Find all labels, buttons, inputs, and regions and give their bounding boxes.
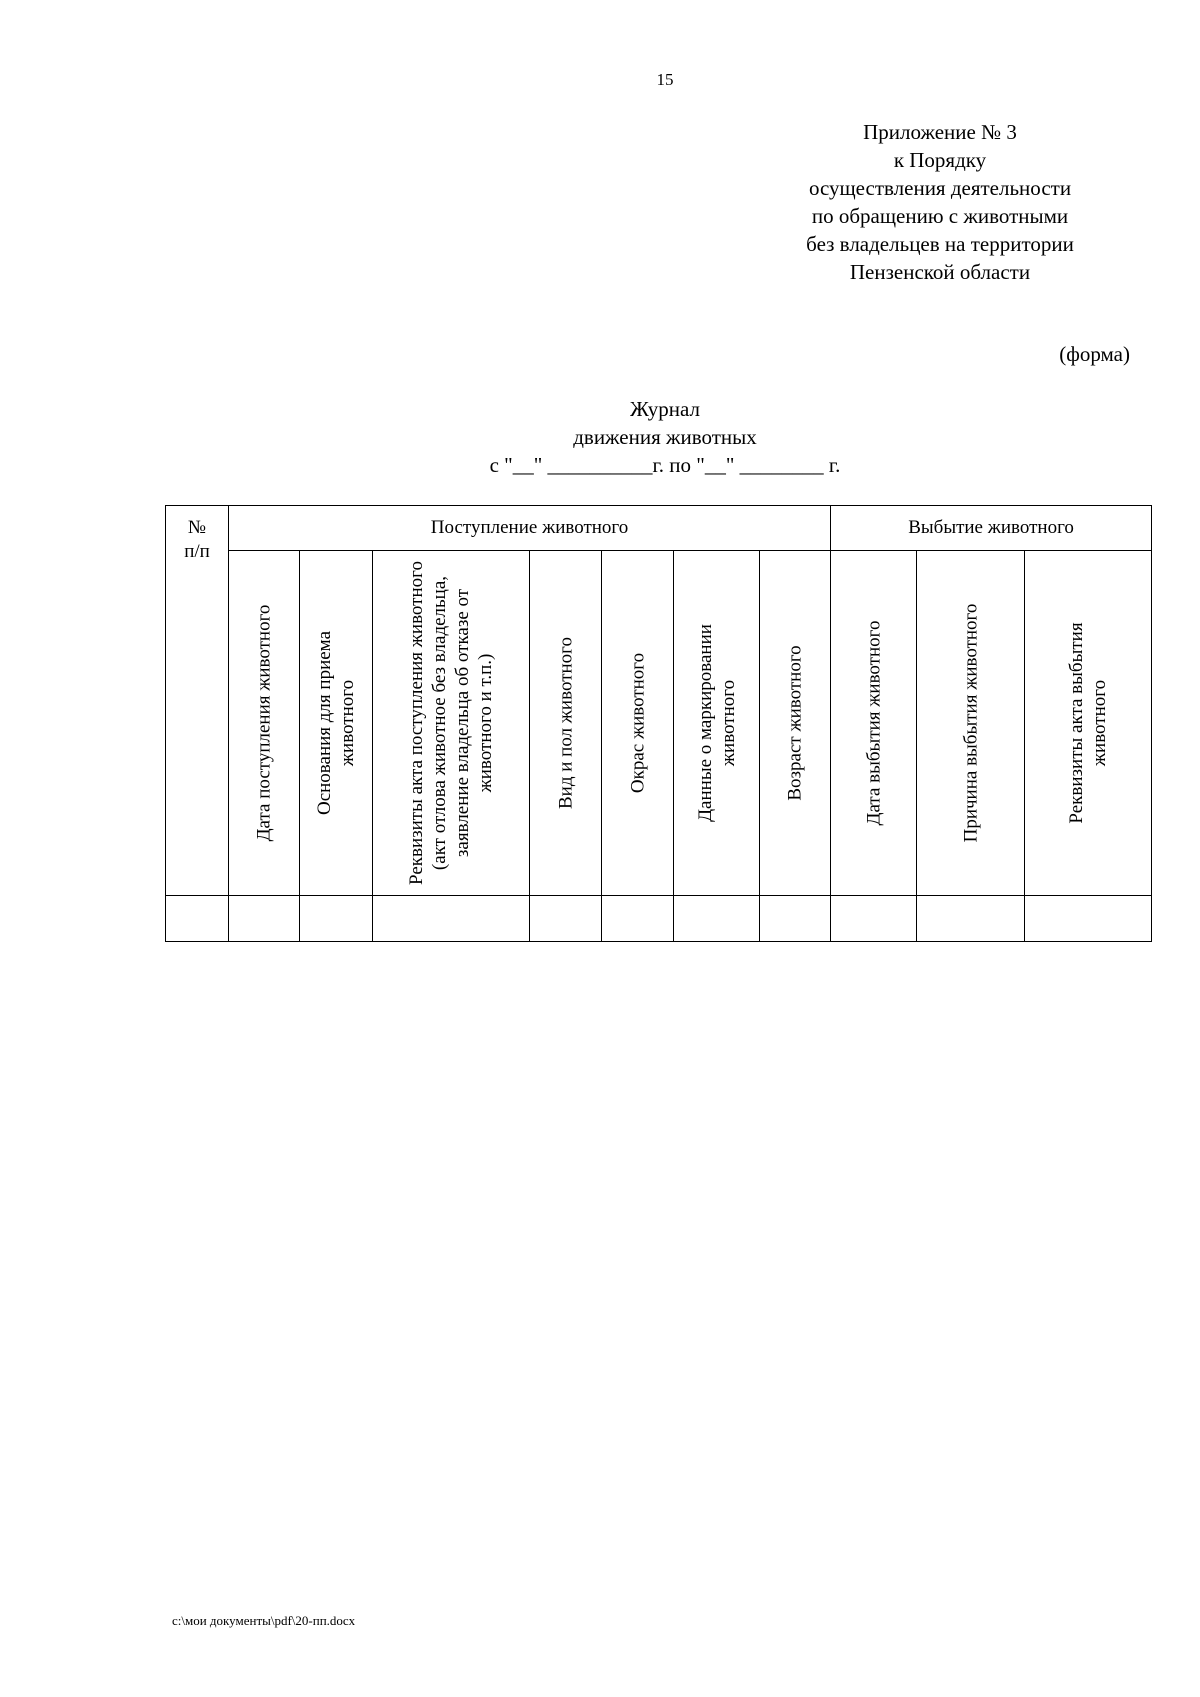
column-header (674, 551, 760, 896)
appendix-line: Приложение № 3 (863, 120, 1017, 144)
page-number: 15 (656, 70, 674, 89)
appendix-line: Пензенской области (849, 260, 1031, 284)
header-row-columns (166, 551, 1152, 896)
journal-title: Журнал (629, 397, 700, 421)
journal-table (165, 505, 1152, 942)
column-header-label: Окрас животного (627, 652, 648, 794)
appendix-line: к Порядку (893, 148, 987, 172)
table-cell[interactable] (831, 896, 917, 942)
column-header (229, 551, 300, 896)
column-header-label: Дата выбытия животного (863, 620, 885, 826)
table-cell[interactable] (166, 896, 229, 942)
table-cell[interactable] (760, 896, 831, 942)
table-row (166, 896, 1152, 942)
column-header (1025, 551, 1152, 896)
column-header (602, 551, 674, 896)
column-header (917, 551, 1025, 896)
column-header-label: Основания для приема животного (314, 630, 358, 816)
column-header-label: Данные о маркировании животного (694, 624, 739, 822)
table-cell[interactable] (300, 896, 373, 942)
form-label: (форма) (1059, 342, 1130, 366)
header-number-symbol: № (187, 517, 207, 538)
column-header-label: Реквизиты акта поступления животного (акт отлова животное без владельца, заявление владельца об отказе от животного и т.п.) (406, 561, 496, 885)
table-cell[interactable] (674, 896, 760, 942)
column-header-label: Причина выбытия животного (960, 603, 982, 843)
header-row-groups (166, 506, 1152, 551)
column-header-label: Вид и пол животного (555, 637, 576, 810)
table-cell[interactable] (229, 896, 300, 942)
column-header (831, 551, 917, 896)
table-cell[interactable] (602, 896, 674, 942)
appendix-line: осуществления деятельности (808, 176, 1072, 200)
header-number-label: п/п (184, 541, 210, 562)
appendix-line: по обращению с животными (811, 204, 1069, 228)
column-header (760, 551, 831, 896)
appendix-heading (775, 118, 1105, 286)
appendix-line: без владельцев на территории (806, 232, 1074, 256)
header-outgoing-group: Выбытие животного (831, 506, 1152, 551)
column-header (373, 551, 530, 896)
table-cell[interactable] (373, 896, 530, 942)
column-header-label: Возраст животного (784, 645, 806, 801)
column-header (300, 551, 373, 896)
journal-subtitle: движения животных (573, 425, 757, 449)
column-header (530, 551, 602, 896)
table-cell[interactable] (530, 896, 602, 942)
journal-title-block (0, 395, 1200, 479)
table-cell[interactable] (1025, 896, 1152, 942)
column-header-label: Реквизиты акта выбытия животного (1066, 622, 1111, 824)
footer-file-path: с:\мои документы\pdf\20-пп.docx (172, 1613, 356, 1628)
header-incoming-group: Поступление животного (229, 506, 831, 551)
journal-period: с "__" __________г. по "__" ________ г. (489, 453, 841, 477)
column-header-label: Дата поступления животного (253, 604, 275, 842)
table-cell[interactable] (917, 896, 1025, 942)
header-number-cell (166, 506, 229, 896)
